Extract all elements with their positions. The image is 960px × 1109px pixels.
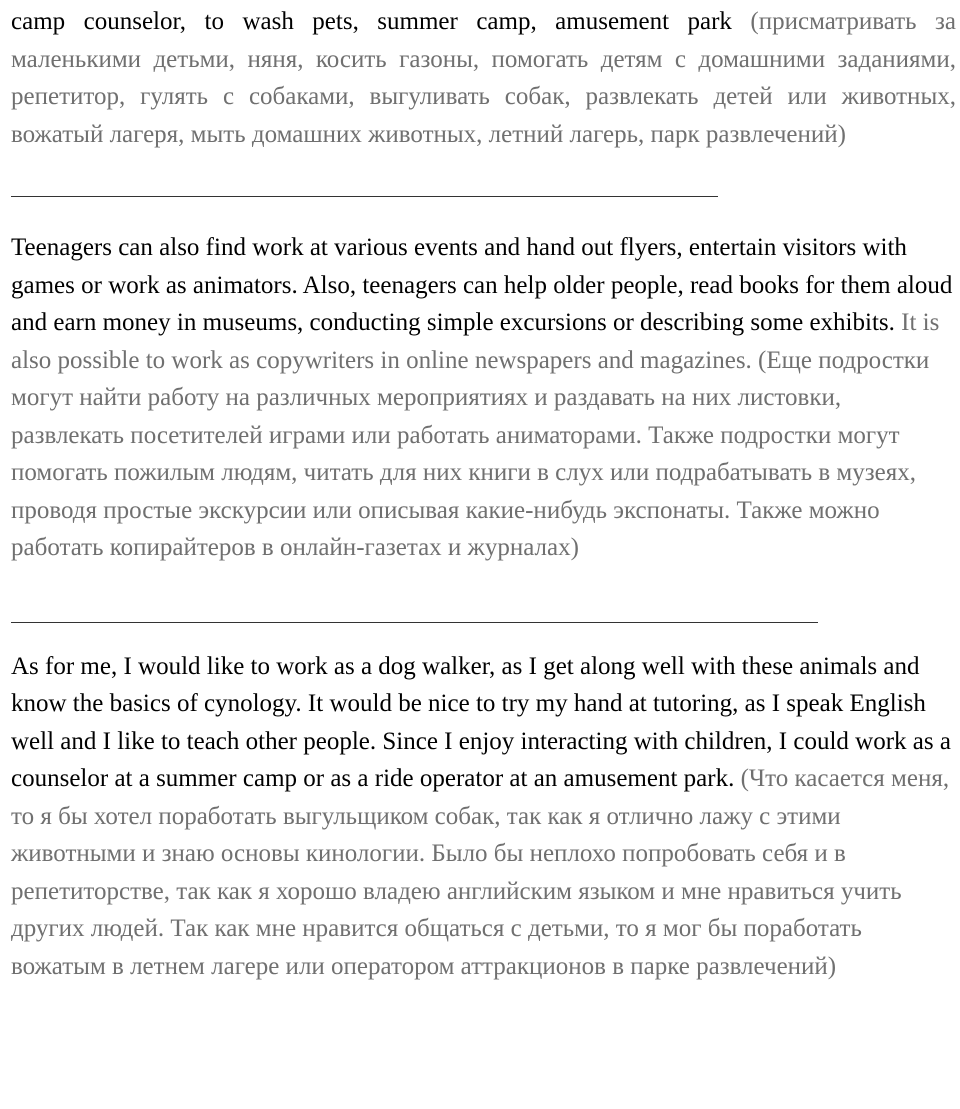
answer-line xyxy=(11,622,818,623)
paragraph-job-list xyxy=(11,3,956,153)
english-text: camp counselor, to wash pets, summer camp, amusement park xyxy=(11,8,732,35)
document-page xyxy=(11,3,956,985)
answer-line xyxy=(11,196,718,197)
paragraph-personal-preference xyxy=(11,648,956,986)
russian-translation: (присматривать за маленькими детьми, няня, косить газоны, помогать детям с домашними заданиями, репетитор, гулять с собаками, выгуливать собак, развлекать детей или животных, вожатый лагеря, мыть домашних животных, летний лагерь, парк развлечений) xyxy=(11,8,956,148)
russian-translation: (Что касается меня, то я бы хотел поработать выгульщиком собак, так как я отлично лажу с этими животными и знаю основы кинологии. Было бы неплохо попробовать себя и в репетиторстве, так как я хорошо владею английским языком и мне нравиться учить других людей. Так как мне нравится общаться с детьми, то я мог бы поработать вожатым в летнем лагере или оператором аттракционов в парке развлечений) xyxy=(11,765,950,980)
paragraph-teen-work xyxy=(11,229,956,567)
english-text: As for me, I would like to work as a dog walker, as I get along well with these animals and know the basics of cynology. It would be nice to try my hand at tutoring, as I speak English well and I like to teach other people. Since I enjoy interacting with children, I could work as a counselor at a summer camp or as a ride operator at an amusement park. xyxy=(11,652,951,792)
english-text: Teenagers can also find work at various events and hand out flyers, entertain visitors with games or work as animators. Also, teenagers can help older people, read books for them aloud and earn money in museums, conducting simple excursions or describing some exhibits. xyxy=(11,234,953,336)
russian-translation: It is also possible to work as copywriters in online newspapers and magazines. (Еще подростки могут найти работу на различных мероприятиях и раздавать на них листовки, развлекать посетителей играми или работать аниматорами. Также подростки могут помогать пожилым людям, читать для них книги в слух или подрабатывать в музеях, проводя простые экскурсии или описывая какие-нибудь экспонаты. Также можно работать копирайтеров в онлайн-газетах и журналах) xyxy=(11,309,940,561)
